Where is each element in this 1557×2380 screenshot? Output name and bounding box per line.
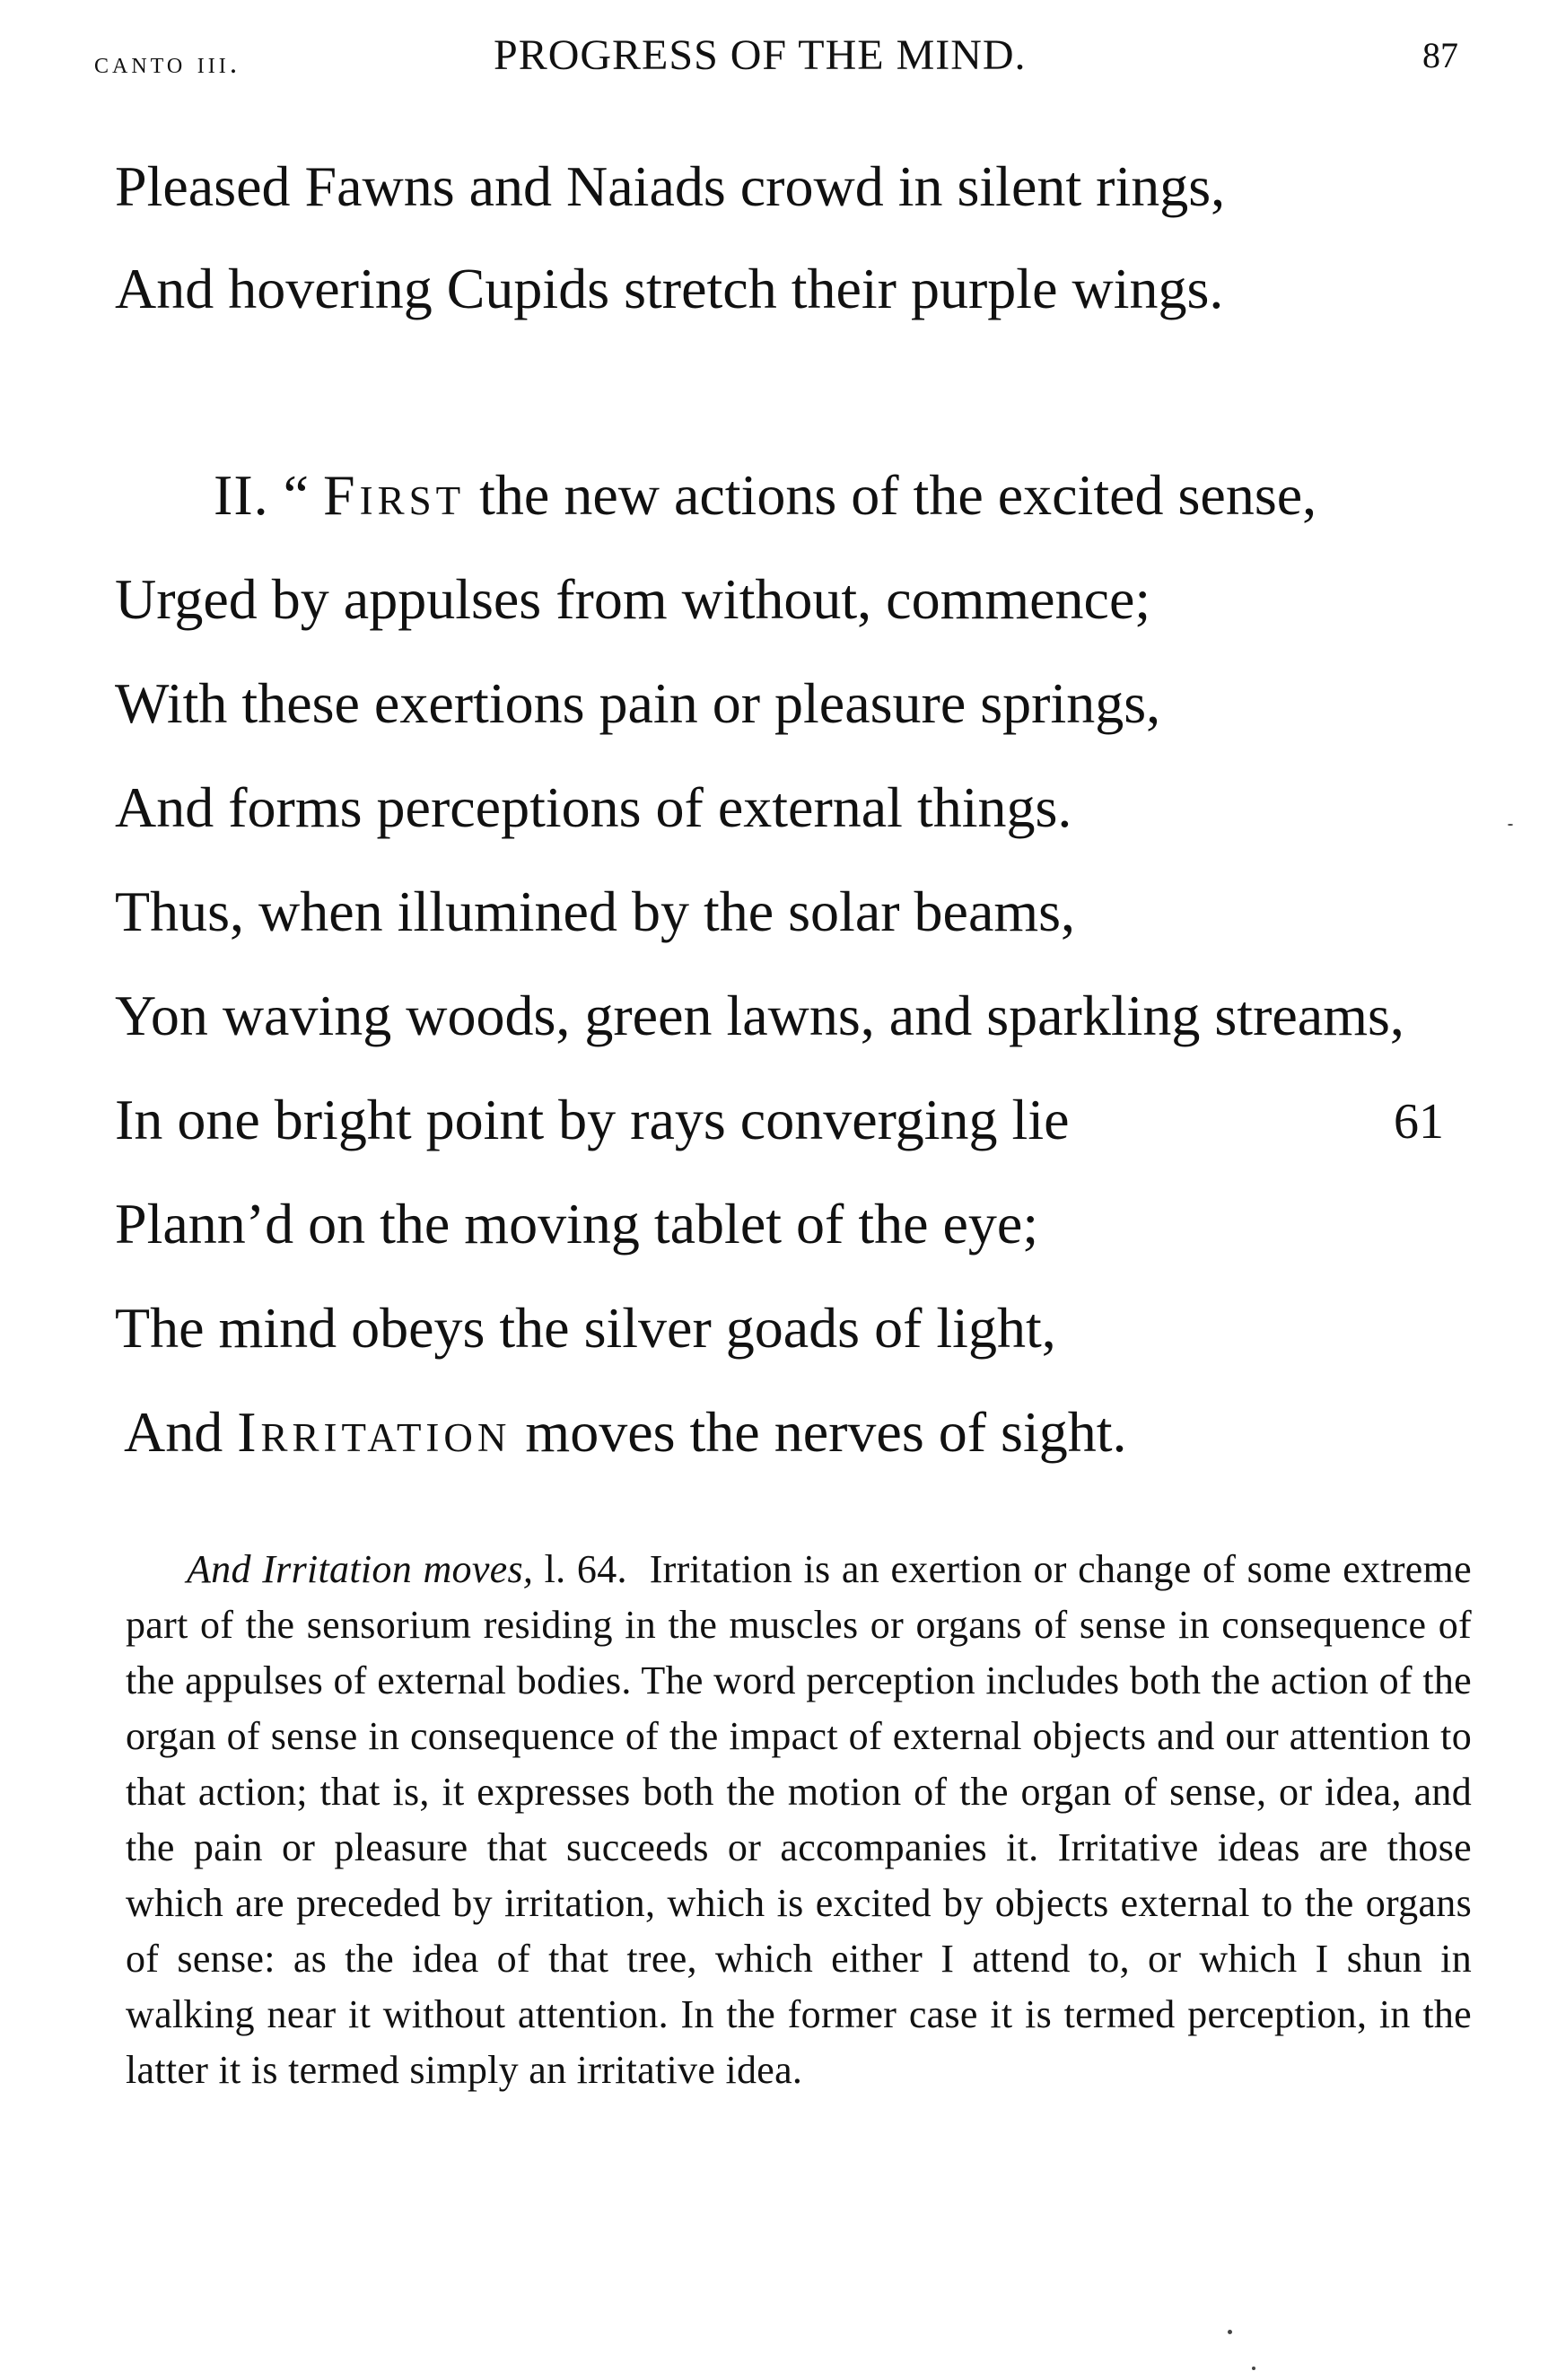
last-line-and: And [124,1400,223,1464]
verse-line: Yon waving woods, green lawns, and sparkling streams, [115,984,1404,1047]
verse-line: The mind obeys the silver goads of light, [115,1296,1056,1360]
verse-line: Plann’d on the moving tablet of the eye; [115,1192,1039,1256]
verse-line: And hovering Cupids stretch their purple wings. [115,257,1224,320]
open-quote: “ [283,463,310,527]
first-line-rest: the new actions of the excited sense, [479,463,1317,527]
section-number: II. [214,463,269,527]
verse-line: And forms perceptions of external things. [115,775,1072,839]
verse-line: Pleased Fawns and Naiads crowd in silent rings, [115,154,1226,218]
footnote-reference: And Irritation moves, [187,1547,534,1591]
canto-label: canto iii. [94,47,241,80]
running-header [94,27,1458,90]
footnote-paragraph [126,1542,1472,2098]
last-line-rest: moves the nerves of sight. [525,1400,1127,1464]
verse-line: With these exertions pain or pleasure springs, [115,671,1161,735]
verse-line-last [124,1400,1127,1464]
page-title: PROGRESS OF THE MIND. [494,31,1027,79]
page-number: 87 [1422,35,1458,75]
print-speck [1508,824,1513,826]
footnote [126,1542,1472,2098]
section-first-line [214,463,1317,527]
verse-line: In one bright point by rays converging lie [115,1088,1070,1151]
first-word: First [323,463,466,527]
line-number: 61 [1394,1094,1444,1150]
print-speck [1252,2367,1255,2370]
irritation-word: Irritation [237,1400,512,1464]
print-speck [1228,2330,1232,2334]
footnote-text: Irritation is an exertion or change of some extreme part of the sensorium residing in the muscles or organs of sense in consequence of the appulses of external bodies. The word perception includes both the action of the organ of sense in consequence of the impact of external objects and our attention to that action; that is, it expresses both the motion of the organ of sense, or idea, and the pain or pleasure that succeeds or accompanies it. Irritative ideas are those which are preceded by irritation, which is excited by objects external to the organs of sense: as the idea of that tree, which either I attend to, or which I shun in walking near it without attention. In the former case it is termed perception, in the latter it is termed simply an irritative idea. [126,1547,1472,2092]
verse-line: Urged by appulses from without, commence; [115,567,1151,631]
verse-line: Thus, when illumined by the solar beams, [115,879,1076,943]
footnote-line-ref: l. 64. [544,1547,627,1591]
